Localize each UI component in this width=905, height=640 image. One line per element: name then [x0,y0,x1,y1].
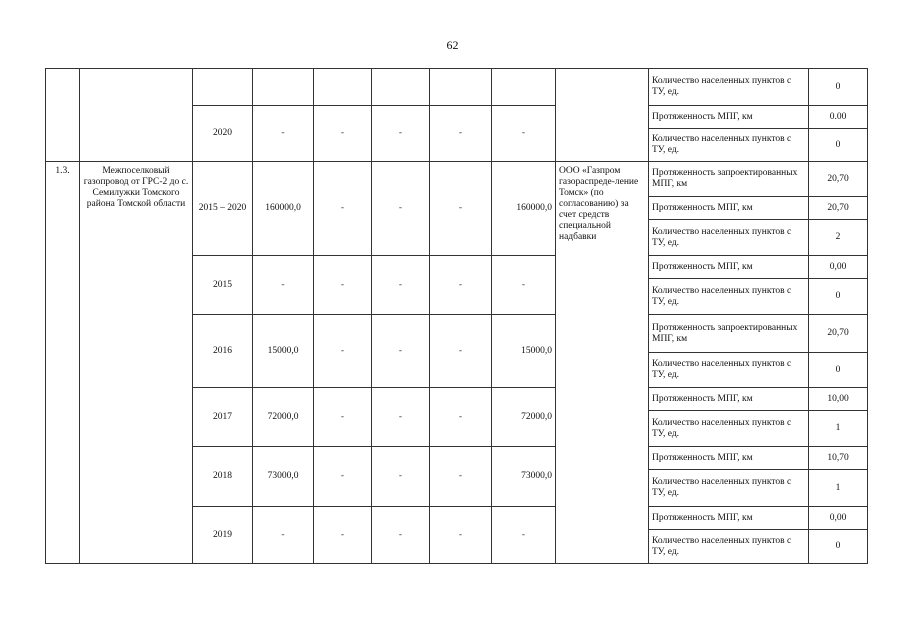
year-cell: 2015 – 2020 [193,162,253,256]
amount-cell: - [430,106,492,162]
item-number: 1.3. [46,162,80,564]
year-cell: 2020 [193,106,253,162]
amount-cell: - [372,388,430,447]
indicator-name: Протяженность МПГ, км [649,256,809,279]
amount-cell: - [492,106,556,162]
item-name-cell [80,69,193,162]
budget-table [45,68,868,564]
executor-cell [556,69,649,162]
amount-cell [492,69,556,106]
executor: ООО «Газпром газораспреде-ление Томск» (по согласованию) за счет средств специальной надбавки [556,162,649,564]
amount-cell: - [314,315,372,388]
amount-cell: 160000,0 [253,162,314,256]
amount-cell: - [430,507,492,564]
indicator-name: Количество населенных пунктов с ТУ, ед. [649,470,809,507]
amount-cell: 72000,0 [492,388,556,447]
year-cell: 2015 [193,256,253,315]
indicator-value: 0,00 [809,256,868,279]
indicator-name: Протяженность МПГ, км [649,197,809,220]
amount-cell: 15000,0 [253,315,314,388]
amount-cell: - [372,315,430,388]
amount-cell: - [492,256,556,315]
indicator-value: 0 [809,129,868,162]
indicator-name: Протяженность МПГ, км [649,447,809,470]
amount-cell: - [314,388,372,447]
indicator-value: 20,70 [809,197,868,220]
amount-cell [253,69,314,106]
amount-cell: - [372,162,430,256]
amount-cell: - [430,162,492,256]
indicator-name: Количество населенных пунктов с ТУ, ед. [649,69,809,106]
indicator-name: Количество населенных пунктов с ТУ, ед. [649,411,809,447]
amount-cell: - [253,106,314,162]
amount-cell: - [430,388,492,447]
amount-cell: - [314,256,372,315]
item-number-cell [46,69,80,162]
amount-cell: - [372,256,430,315]
indicator-value: 1 [809,411,868,447]
amount-cell: - [430,447,492,507]
year-cell: 2017 [193,388,253,447]
amount-cell: - [372,507,430,564]
amount-cell: - [314,162,372,256]
indicator-name: Протяженность МПГ, км [649,106,809,129]
amount-cell: - [253,256,314,315]
amount-cell: - [430,315,492,388]
indicator-value: 0,00 [809,507,868,530]
amount-cell: - [253,507,314,564]
amount-cell [372,69,430,106]
indicator-value: 0 [809,69,868,106]
indicator-value: 0 [809,530,868,564]
table-row [46,162,868,197]
indicator-name: Протяженность запроектированных МПГ, км [649,162,809,197]
indicator-value: 0.00 [809,106,868,129]
indicator-name: Протяженность запроектированных МПГ, км [649,315,809,353]
indicator-value: 20,70 [809,315,868,353]
year-cell: 2018 [193,447,253,507]
amount-cell: - [430,256,492,315]
indicator-name: Количество населенных пунктов с ТУ, ед. [649,279,809,315]
amount-cell: 160000,0 [492,162,556,256]
item-name: Межпоселковый газопровод от ГРС-2 до с. Семилужки Томского района Томской области [80,162,193,564]
amount-cell: - [314,106,372,162]
indicator-value: 20,70 [809,162,868,197]
indicator-name: Количество населенных пунктов с ТУ, ед. [649,129,809,162]
indicator-value: 1 [809,470,868,507]
indicator-name: Протяженность МПГ, км [649,388,809,411]
page-number: 62 [446,38,459,52]
indicator-value: 2 [809,220,868,256]
amount-cell: - [372,106,430,162]
amount-cell [314,69,372,106]
amount-cell: 73000,0 [253,447,314,507]
indicator-name: Количество населенных пунктов с ТУ, ед. [649,530,809,564]
indicator-value: 0 [809,353,868,388]
indicator-name: Протяженность МПГ, км [649,507,809,530]
amount-cell: - [314,507,372,564]
amount-cell: 72000,0 [253,388,314,447]
indicator-value: 0 [809,279,868,315]
amount-cell: - [372,447,430,507]
table-row [46,69,868,106]
year-cell: 2019 [193,507,253,564]
indicator-value: 10,00 [809,388,868,411]
amount-cell: - [314,447,372,507]
amount-cell [430,69,492,106]
indicator-name: Количество населенных пунктов с ТУ, ед. [649,220,809,256]
amount-cell: - [492,507,556,564]
year-cell: 2016 [193,315,253,388]
amount-cell: 15000,0 [492,315,556,388]
year-cell [193,69,253,106]
indicator-name: Количество населенных пунктов с ТУ, ед. [649,353,809,388]
amount-cell: 73000,0 [492,447,556,507]
indicator-value: 10,70 [809,447,868,470]
